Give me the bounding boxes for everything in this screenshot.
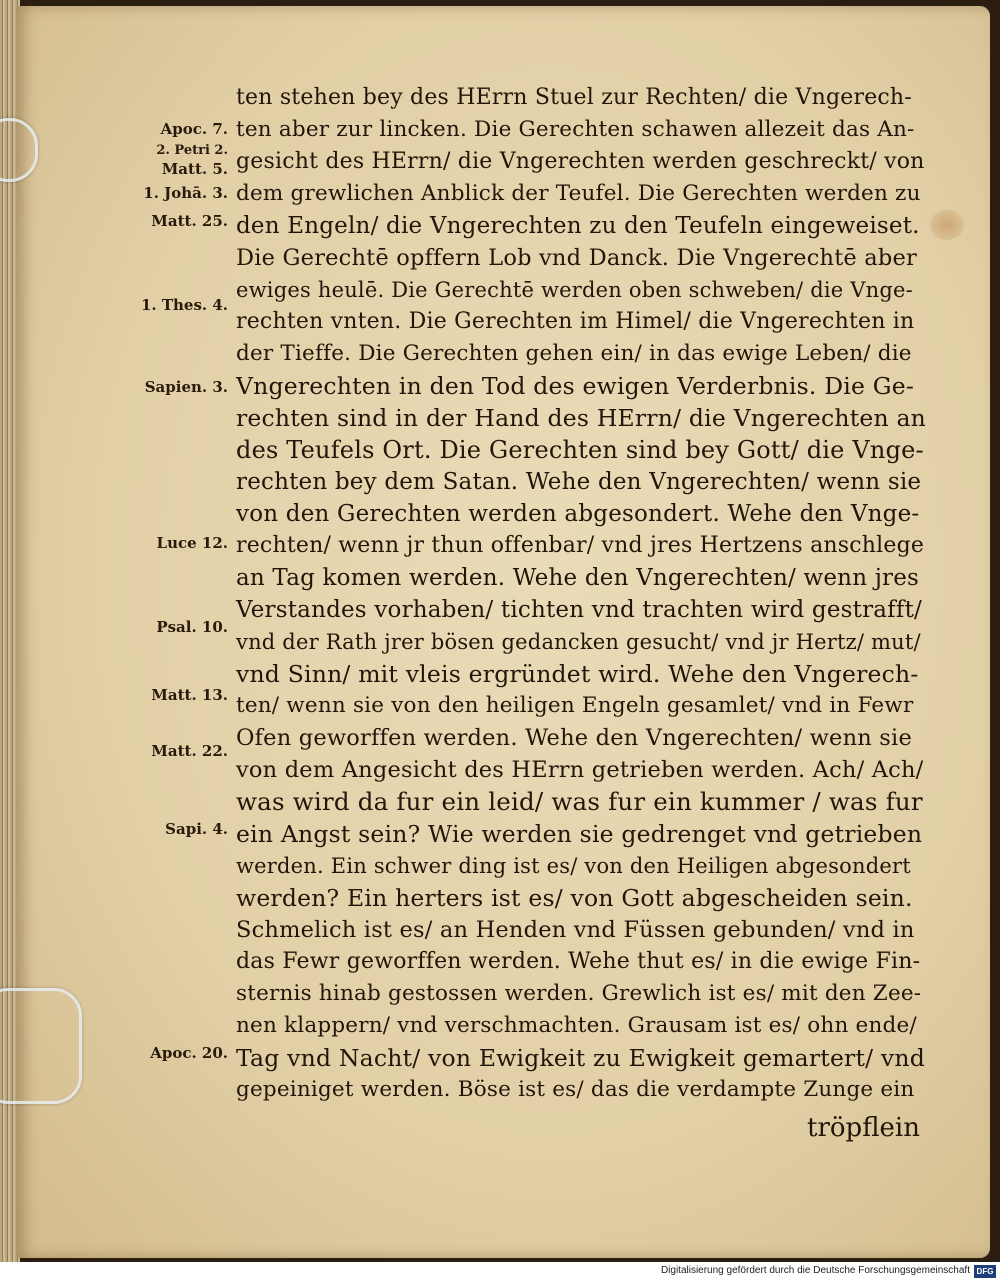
text-line: gepeiniget werden. Böse ist es/ das die verdampte Zunge ein [236,1077,915,1102]
marginal-note: Matt. 22. [151,742,228,760]
text-line: rechten bey dem Satan. Wehe den Vngerechten/ wenn sie [236,469,922,495]
text-line: werden. Ein schwer ding ist es/ von den Heiligen abgesondert [236,854,911,878]
text-line: rechten sind in der Hand des HErrn/ die Vngerechten an [236,404,926,432]
funding-notice: Digitalisierung gefördert durch die Deutsche Forschungsgemeinschaft [660,1265,970,1276]
marginal-note: Matt. 5. [161,160,228,178]
text-line: Schmelich ist es/ an Henden vnd Füssen gebunden/ vnd in [236,917,915,943]
text-line: werden? Ein herters ist es/ von Gott abgescheiden sein. [236,884,913,912]
marginal-note: 2. Petri 2. [156,143,228,158]
paper-stain [930,210,964,240]
text-line: gesicht des HErrn/ die Vngerechten werden geschreckt/ von [236,149,925,174]
text-line: ein Angst sein? Wie werden sie gedrenget vnd getrieben [236,820,923,848]
text-line: sternis hinab gestossen werden. Grewlich ist es/ mit den Zee- [236,981,922,1006]
text-line: von dem Angesicht des HErrn getrieben werden. Ach/ Ach/ [236,757,924,783]
text-line: dem grewlichen Anblick der Teufel. Die Gerechten werden zu [236,181,921,206]
text-line: vnd Sinn/ mit vleis ergründet wird. Wehe den Vngerech- [236,660,919,688]
text-line: Verstandes vorhaben/ tichten vnd trachten wird gestrafft/ [236,597,923,623]
text-line: was wird da fur ein leid/ was fur ein kummer / was fur [236,787,923,816]
text-line: an Tag komen werden. Wehe den Vngerechten/ wenn jres [236,565,920,591]
dfg-logo: DFG [974,1265,996,1278]
marginal-note: Sapien. 3. [144,378,228,396]
text-line: ten/ wenn sie von den heiligen Engeln gesamlet/ vnd in Fewr [236,693,914,718]
text-line: rechten/ wenn jr thun offenbar/ vnd jres Hertzens anschlege [236,533,925,558]
footer-bar [0,1262,1000,1282]
marginal-note: Apoc. 20. [150,1044,228,1062]
marginal-note: Psal. 10. [156,618,228,636]
text-line: vnd der Rath jrer bösen gedancken gesucht/ vnd jr Hertz/ mut/ [236,630,921,654]
text-line: von den Gerechten werden abgesondert. Wehe den Vnge- [236,501,920,527]
paper-clip-bottom [0,988,82,1104]
marginal-note: 1. Johā. 3. [143,184,228,202]
marginal-note: Apoc. 7. [160,120,228,138]
catchword: tröpflein [807,1113,920,1143]
text-line: das Fewr geworffen werden. Wehe thut es/ in die ewige Fin- [236,949,921,974]
text-line: des Teufels Ort. Die Gerechten sind bey Gott/ die Vnge- [236,436,924,464]
text-line: Tag vnd Nacht/ von Ewigkeit zu Ewigkeit gemartert/ vnd [236,1044,925,1072]
marginal-note: Matt. 25. [151,212,228,230]
text-line: Ofen geworffen werden. Wehe den Vngerechten/ wenn sie [236,725,912,751]
text-line: der Tieffe. Die Gerechten gehen ein/ in das ewige Leben/ die [236,341,912,366]
marginal-note: Matt. 13. [151,686,228,704]
text-line: den Engeln/ die Vngerechten zu den Teufeln eingeweiset. [236,213,920,239]
text-line: Vngerechten in den Tod des ewigen Verderbnis. Die Ge- [236,372,914,400]
text-line: ten aber zur lincken. Die Gerechten schawen allezeit das An- [236,117,915,142]
text-line: nen klappern/ vnd verschmachten. Grausam ist es/ ohn ende/ [236,1013,917,1038]
text-line: Die Gerechtē opffern Lob vnd Danck. Die Vngerechtē aber [236,245,917,271]
marginal-note: Sapi. 4. [165,820,228,838]
marginal-note: Luce 12. [156,534,228,552]
text-line: rechten vnten. Die Gerechten im Himel/ die Vngerechten in [236,309,915,334]
text-line: ten stehen bey des HErrn Stuel zur Rechten/ die Vngerech- [236,85,912,110]
text-line: ewiges heulē. Die Gerechtē werden oben schweben/ die Vnge- [236,278,913,302]
marginal-note: 1. Thes. 4. [140,296,228,314]
